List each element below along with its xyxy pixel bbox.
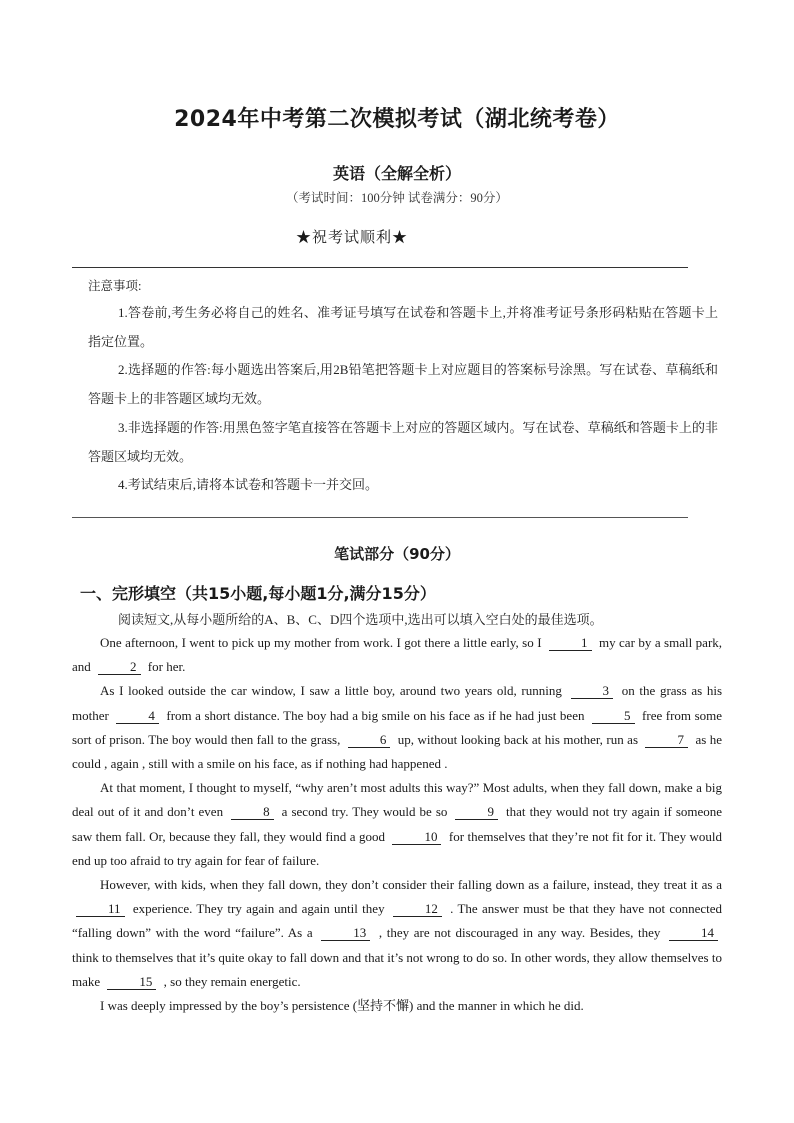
divider-bottom [72, 517, 688, 518]
passage-text: as he could , again , still with a smile on his face, as if nothing had happened . [72, 731, 722, 772]
section-title: 笔试部分（90分） [334, 545, 460, 563]
passage-text: for themselves that they’re not fit for it. They would end up too afraid to try again for fear of failure. [72, 828, 723, 868]
notice-item-text: 1.答卷前,考生务必将自己的姓名、准考证号填写在试卷和答题卡上,并将准考证号条形码粘贴在答题卡上指定位置。 [88, 305, 718, 349]
passage-text: One afternoon, I went to pick up my mother from work. I got there a little early, so I [100, 635, 542, 650]
passage-text: As I looked outside the car window, I saw a little boy, around two years old, running [100, 683, 562, 699]
passage-paragraph-4 [72, 873, 722, 994]
divider-top [72, 267, 688, 268]
part-title: 一、完形填空（共15小题,每小题1分,满分15分） [80, 584, 436, 603]
blank-3: 3 [571, 683, 614, 699]
good-luck-wish: ★祝考试顺利★ [296, 230, 409, 246]
page-title: 2024年中考第二次模拟考试（湖北统考卷） [174, 107, 620, 132]
blank-6: 6 [348, 732, 391, 748]
exam-info: （考试时间：100分钟 试卷满分：90分） [286, 191, 508, 205]
page-subtitle: 英语（全解全析） [332, 164, 461, 183]
blank-2: 2 [98, 659, 141, 675]
part-instruction: 阅读短文,从每小题所给的A、B、C、D四个选项中,选出可以填入空白处的最佳选项。 [118, 612, 603, 627]
passage-text: my car by a small park, and [72, 635, 723, 675]
passage-text: , so they remain energetic. [163, 973, 301, 989]
blank-11: 11 [76, 901, 125, 917]
passage-paragraph-2 [72, 679, 722, 776]
passage-paragraph-5: I was deeply impressed by the boy’s persistence (坚持不懈) and the manner in which he did. [100, 998, 584, 1014]
blank-10: 10 [392, 829, 441, 845]
blank-12: 12 [393, 901, 442, 917]
blank-13: 13 [321, 925, 370, 941]
blank-7: 7 [645, 732, 688, 748]
notice-heading: 注意事项: [88, 279, 142, 293]
passage-text: for her. [147, 659, 186, 675]
cloze-passage [72, 631, 722, 1018]
blank-5: 5 [592, 708, 635, 724]
blank-9: 9 [455, 804, 498, 820]
passage-text: , they are not discouraged in any way. Besides, they [378, 925, 661, 941]
passage-text: on the grass as his mother [72, 683, 722, 723]
passage-text: However, with kids, when they fall down, they don’t consider their falling down as a failure, instead, they treat it as a [100, 877, 722, 893]
passage-text: free from some sort of prison. The boy would then fall to the grass, [72, 707, 723, 747]
passage-text: . The answer must be that they have not connected “falling down” with the word “failure”. As a [72, 901, 723, 941]
notice-item-text: 3.非选择题的作答:用黑色签字笔直接答在答题卡上对应的答题区域内。写在试卷、草稿纸和答题卡上的非答题区域均无效。 [88, 420, 718, 464]
passage-text: a second try. They would be so [281, 804, 448, 820]
notice-item-3 [88, 413, 718, 471]
blank-14: 14 [669, 925, 718, 941]
passage-text: experience. They try again and again until they [132, 901, 385, 917]
passage-paragraph-1 [72, 631, 722, 679]
passage-text: think to themselves that it’s quite okay to fall down and that it’s not wrong to do so. In other words, they allow themselves to make [72, 949, 722, 989]
passage-text: up, without looking back at his mother, run as [397, 731, 638, 747]
blank-1: 1 [549, 635, 592, 651]
blank-4: 4 [116, 708, 159, 724]
passage-paragraph-3 [72, 776, 722, 873]
passage-text: At that moment, I thought to myself, “why aren’t most adults this way?” Most adults, when they fall down, make a big deal out of it and don’t even [72, 780, 722, 820]
notice-item-text: 4.考试结束后,请将本试卷和答题卡一并交回。 [118, 477, 379, 492]
notice-item-2 [88, 355, 718, 413]
notice-item-1 [88, 298, 718, 356]
notice-item-text: 2.选择题的作答:每小题选出答案后,用2B铅笔把答题卡上对应题目的答案标号涂黑。写在试卷、草稿纸和答题卡上的非答题区域均无效。 [88, 362, 718, 406]
passage-text: that they would not try again if someone saw them fall. Or, because they fall, they would find a good [72, 804, 723, 844]
notice-item-4 [88, 470, 718, 499]
blank-8: 8 [231, 804, 274, 820]
passage-text: from a short distance. The boy had a big smile on his face as if he had just been [166, 707, 585, 723]
blank-15: 15 [107, 974, 156, 990]
